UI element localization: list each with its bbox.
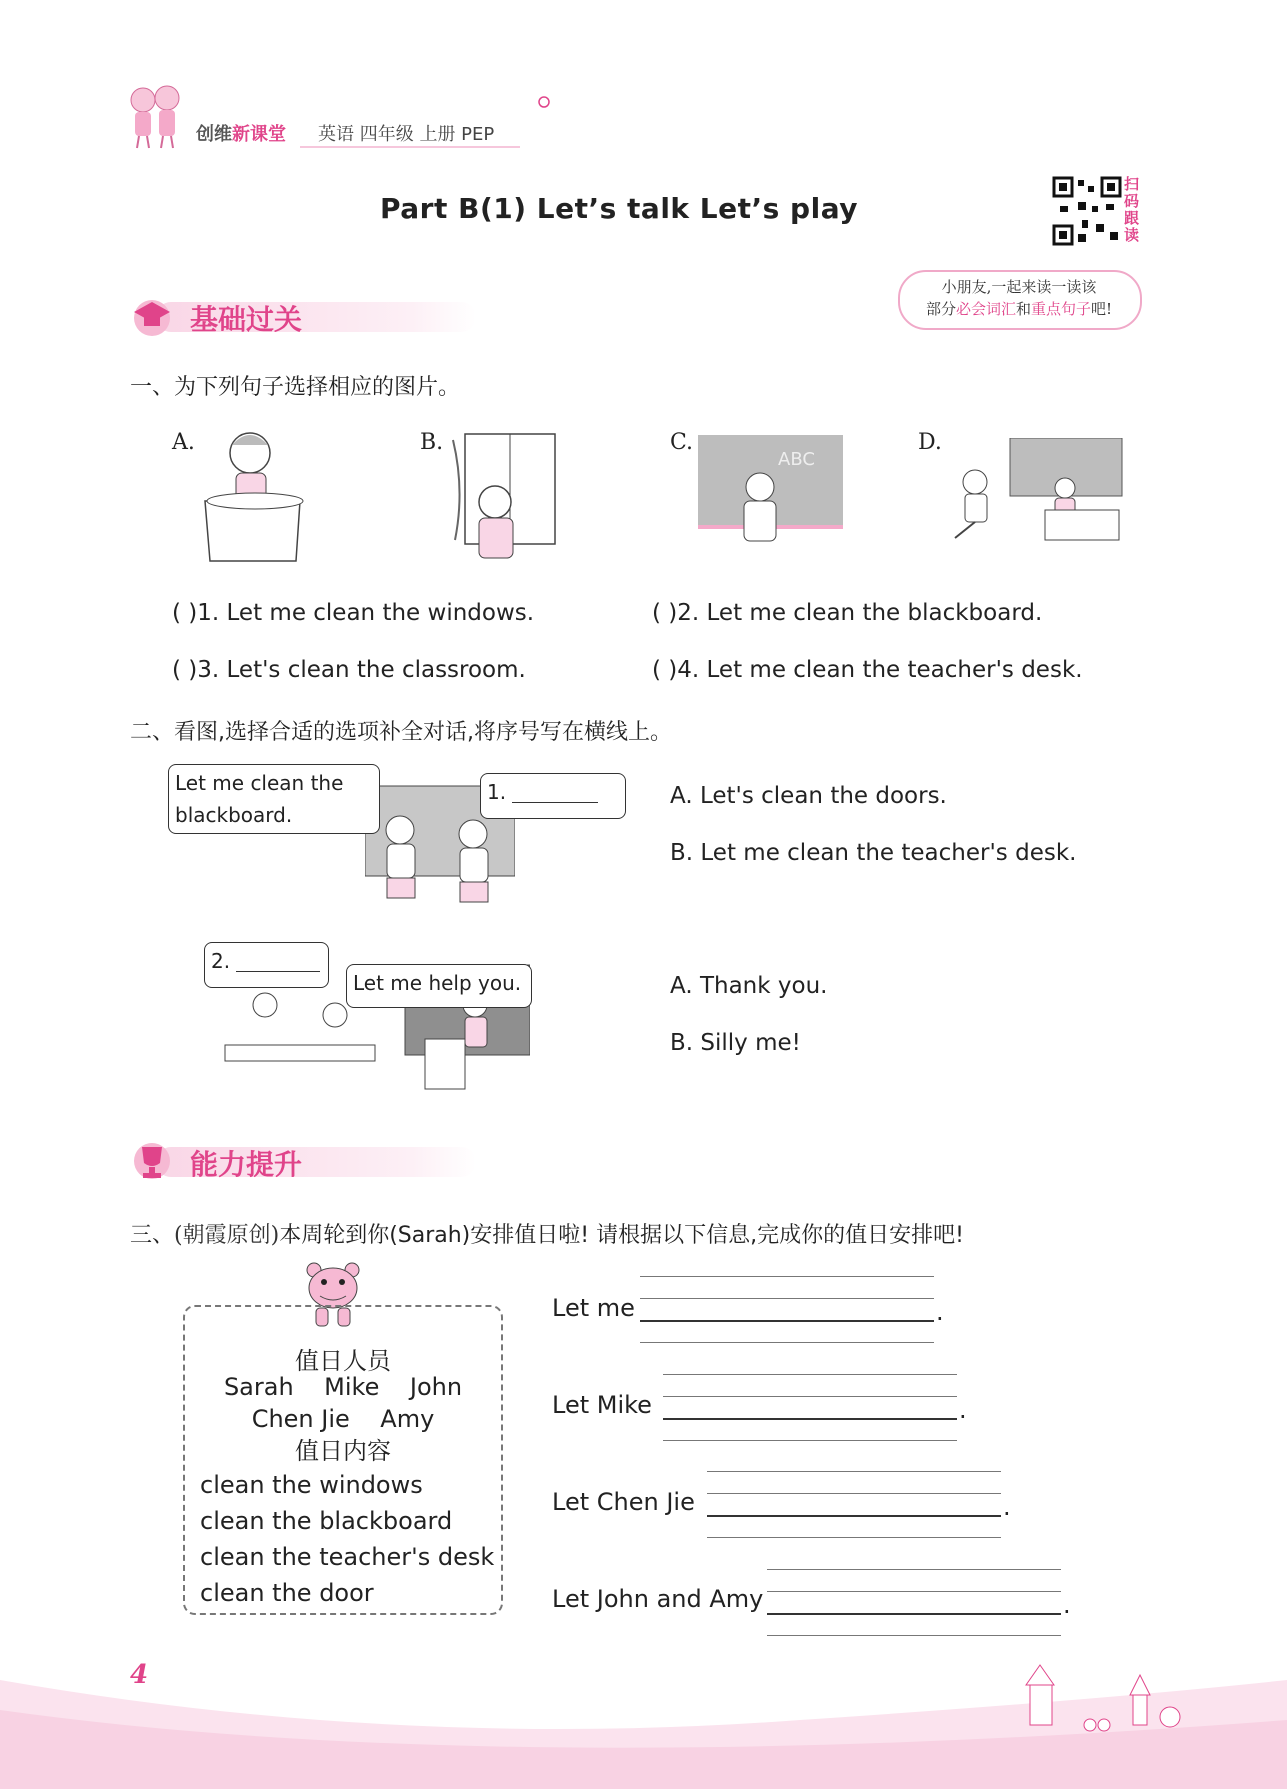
children-cleaning-classroom-picture [945, 438, 1125, 548]
prompt-let-john-and-amy: Let John and Amy [552, 1585, 764, 1613]
scene2-option-b: B. Silly me! [670, 1030, 801, 1056]
section-basic [130, 290, 490, 340]
q1-item-1: ( )1. Let me clean the windows. [172, 600, 535, 626]
castle-illustration [1000, 1655, 1190, 1745]
book-info: 英语 四年级 上册 PEP [318, 124, 495, 145]
people-line-1: Sarah Mike John [223, 1373, 463, 1401]
graduation-cap-icon [130, 294, 176, 338]
q1-instruction: 一、为下列句子选择相应的图片。 [130, 375, 461, 400]
trophy-icon [130, 1139, 176, 1183]
writing-lines-1[interactable]: . [640, 1276, 934, 1344]
duty-info-card [183, 1305, 503, 1615]
prompt-let-chen-jie: Let Chen Jie [552, 1488, 695, 1516]
q3-instruction: 三、(朝霞原创)本周轮到你(Sarah)安排值日啦! 请根据以下信息,完成你的值日安排吧! [130, 1223, 964, 1248]
qr-code-icon[interactable] [1052, 176, 1122, 246]
picture-label-a: A. [172, 430, 195, 455]
writing-lines-2[interactable]: . [663, 1374, 957, 1442]
header-divider [300, 146, 520, 148]
task-item: clean the teacher's desk [200, 1543, 495, 1571]
flower-icon [534, 94, 554, 110]
q1-item-2: ( )2. Let me clean the blackboard. [652, 600, 1043, 626]
speech-bubble-help: Let me help you. [346, 964, 532, 1008]
writing-lines-4[interactable]: . [767, 1569, 1061, 1637]
scene2-option-a: A. Thank you. [670, 973, 828, 999]
writing-lines-3[interactable]: . [707, 1471, 1001, 1539]
section-title: 能力提升 [190, 1148, 303, 1181]
qr-label: 扫码跟读 [1124, 175, 1140, 244]
task-item: clean the door [200, 1579, 374, 1607]
svg-text:ABC: ABC [778, 449, 815, 470]
section-title: 基础过关 [190, 303, 303, 336]
tip-text: 小朋友,一起来读一读该 部分必会词汇和重点句子吧! [925, 278, 1113, 318]
answer-blank-2[interactable]: 2. [204, 942, 329, 988]
prompt-let-mike: Let Mike [552, 1391, 652, 1419]
speech-bubble-blackboard: Let me clean the blackboard. [168, 764, 380, 834]
q2-instruction: 二、看图,选择合适的选项补全对话,将序号写在横线上。 [130, 720, 672, 745]
scene1-option-b: B. Let me clean the teacher's desk. [670, 840, 1077, 866]
tasks-title: 值日内容 [295, 1437, 391, 1465]
q1-item-4: ( )4. Let me clean the teacher's desk. [652, 657, 1083, 683]
answer-blank-1[interactable]: 1. [480, 773, 626, 819]
brand-name: 创维新课堂 [196, 124, 286, 145]
picture-label-b: B. [420, 430, 444, 455]
page-title: Part B(1) Let’s talk Let’s play [380, 192, 858, 225]
prompt-let-me: Let me [552, 1294, 635, 1322]
people-title: 值日人员 [295, 1347, 391, 1375]
picture-label-d: D. [918, 430, 942, 455]
section-ability [130, 1135, 490, 1185]
task-item: clean the windows [200, 1471, 423, 1499]
girl-cleaning-desk-picture [200, 425, 310, 565]
girl-cleaning-blackboard-picture [698, 435, 843, 553]
girl-cleaning-window-picture [445, 430, 565, 575]
page-number: 4 [130, 1660, 149, 1690]
scene1-option-a: A. Let's clean the doors. [670, 783, 947, 809]
q1-item-3: ( )3. Let's clean the classroom. [172, 657, 526, 683]
task-item: clean the blackboard [200, 1507, 453, 1535]
picture-label-c: C. [670, 430, 694, 455]
people-line-2: Chen Jie Amy [251, 1405, 435, 1433]
